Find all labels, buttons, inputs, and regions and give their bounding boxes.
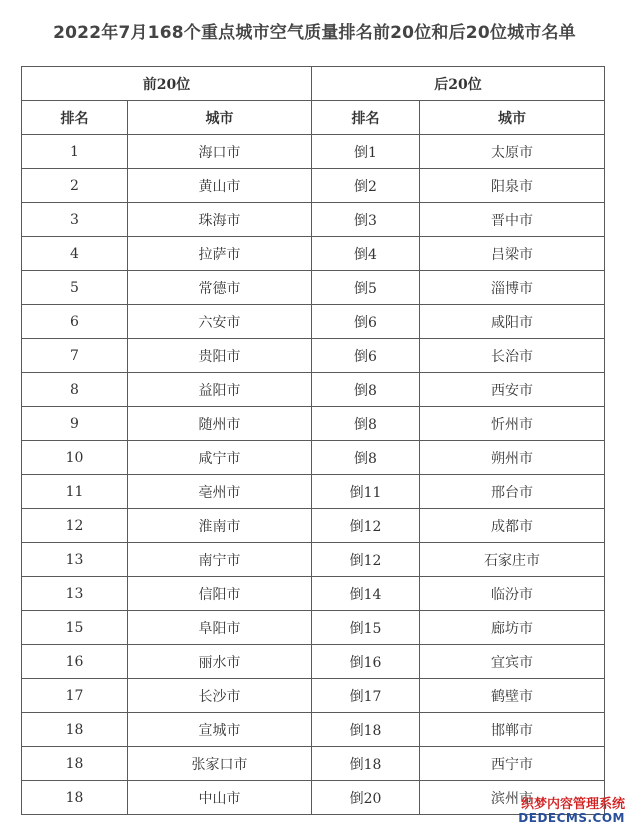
bottom-city-cell: 长治市	[420, 339, 605, 373]
bottom-city-cell: 忻州市	[420, 407, 605, 441]
bottom-city-cell: 朔州市	[420, 441, 605, 475]
top-rank-cell: 7	[22, 339, 128, 373]
table-row	[22, 509, 605, 543]
bottom-city-cell: 滨州市	[420, 781, 605, 815]
top-city-cell: 咸宁市	[128, 441, 312, 475]
bottom-rank-cell: 倒11	[312, 475, 420, 509]
bottom-rank-cell: 倒8	[312, 407, 420, 441]
top-rank-cell: 2	[22, 169, 128, 203]
bottom-city-cell: 西安市	[420, 373, 605, 407]
top-city-cell: 张家口市	[128, 747, 312, 781]
top-rank-cell: 18	[22, 747, 128, 781]
table-row	[22, 407, 605, 441]
top-city-cell: 亳州市	[128, 475, 312, 509]
table-row	[22, 577, 605, 611]
table-row	[22, 271, 605, 305]
bottom-city-cell: 临汾市	[420, 577, 605, 611]
top-rank-cell: 4	[22, 237, 128, 271]
top-rank-cell: 13	[22, 543, 128, 577]
ranking-table-body	[22, 135, 605, 815]
bottom-rank-cell: 倒8	[312, 441, 420, 475]
top-rank-cell: 18	[22, 713, 128, 747]
top-rank-cell: 10	[22, 441, 128, 475]
bottom-city-cell: 吕梁市	[420, 237, 605, 271]
top-city-cell: 宣城市	[128, 713, 312, 747]
top-rank-cell: 1	[22, 135, 128, 169]
table-row	[22, 475, 605, 509]
top-rank-cell: 8	[22, 373, 128, 407]
bottom-city-cell: 宜宾市	[420, 645, 605, 679]
bottom-rank-cell: 倒5	[312, 271, 420, 305]
page-title: 2022年7月168个重点城市空气质量排名前20位和后20位城市名单	[53, 23, 576, 43]
watermark-line1: 织梦内容管理系统	[520, 796, 625, 812]
top-city-cell: 长沙市	[128, 679, 312, 713]
table-row	[22, 747, 605, 781]
table-row	[22, 781, 605, 815]
column-header-top-city: 城市	[128, 101, 312, 135]
top-rank-cell: 17	[22, 679, 128, 713]
top-rank-cell: 13	[22, 577, 128, 611]
bottom-rank-cell: 倒17	[312, 679, 420, 713]
bottom-rank-cell: 倒15	[312, 611, 420, 645]
ranking-table	[21, 66, 605, 815]
group-header-row	[22, 67, 605, 101]
bottom-rank-cell: 倒4	[312, 237, 420, 271]
bottom-city-cell: 成都市	[420, 509, 605, 543]
top-city-cell: 贵阳市	[128, 339, 312, 373]
bottom-city-cell: 晋中市	[420, 203, 605, 237]
bottom-rank-cell: 倒6	[312, 305, 420, 339]
table-row	[22, 169, 605, 203]
bottom-rank-cell: 倒3	[312, 203, 420, 237]
bottom-rank-cell: 倒18	[312, 713, 420, 747]
table-row	[22, 203, 605, 237]
table-row	[22, 679, 605, 713]
top-rank-cell: 15	[22, 611, 128, 645]
top-city-cell: 淮南市	[128, 509, 312, 543]
top-rank-cell: 5	[22, 271, 128, 305]
group-header-top20: 前20位	[22, 67, 312, 101]
column-header-row	[22, 101, 605, 135]
top-city-cell: 阜阳市	[128, 611, 312, 645]
table-row	[22, 441, 605, 475]
top-rank-cell: 6	[22, 305, 128, 339]
top-rank-cell: 18	[22, 781, 128, 815]
bottom-rank-cell: 倒12	[312, 509, 420, 543]
column-header-bottom-rank: 排名	[312, 101, 420, 135]
top-city-cell: 六安市	[128, 305, 312, 339]
watermark-logo	[518, 798, 625, 825]
top-city-cell: 丽水市	[128, 645, 312, 679]
table-row	[22, 543, 605, 577]
column-header-top-rank: 排名	[22, 101, 128, 135]
group-header-bottom20: 后20位	[312, 67, 605, 101]
bottom-city-cell: 太原市	[420, 135, 605, 169]
bottom-city-cell: 西宁市	[420, 747, 605, 781]
table-row	[22, 645, 605, 679]
bottom-city-cell: 阳泉市	[420, 169, 605, 203]
bottom-city-cell: 咸阳市	[420, 305, 605, 339]
table-row	[22, 237, 605, 271]
bottom-rank-cell: 倒16	[312, 645, 420, 679]
top-city-cell: 珠海市	[128, 203, 312, 237]
bottom-rank-cell: 倒12	[312, 543, 420, 577]
top-city-cell: 拉萨市	[128, 237, 312, 271]
bottom-city-cell: 石家庄市	[420, 543, 605, 577]
top-city-cell: 黄山市	[128, 169, 312, 203]
bottom-city-cell: 邯郸市	[420, 713, 605, 747]
bottom-city-cell: 廊坊市	[420, 611, 605, 645]
bottom-city-cell: 邢台市	[420, 475, 605, 509]
top-rank-cell: 12	[22, 509, 128, 543]
bottom-rank-cell: 倒6	[312, 339, 420, 373]
top-city-cell: 随州市	[128, 407, 312, 441]
top-city-cell: 常德市	[128, 271, 312, 305]
top-city-cell: 南宁市	[128, 543, 312, 577]
top-city-cell: 益阳市	[128, 373, 312, 407]
bottom-rank-cell: 倒14	[312, 577, 420, 611]
table-row	[22, 305, 605, 339]
top-city-cell: 信阳市	[128, 577, 312, 611]
top-city-cell: 海口市	[128, 135, 312, 169]
watermark-line2: DEDECMS.COM	[518, 810, 625, 825]
table-row	[22, 611, 605, 645]
bottom-rank-cell: 倒1	[312, 135, 420, 169]
table-row	[22, 339, 605, 373]
bottom-city-cell: 淄博市	[420, 271, 605, 305]
top-city-cell: 中山市	[128, 781, 312, 815]
bottom-rank-cell: 倒2	[312, 169, 420, 203]
bottom-rank-cell: 倒18	[312, 747, 420, 781]
table-row	[22, 713, 605, 747]
top-rank-cell: 9	[22, 407, 128, 441]
bottom-city-cell: 鹤壁市	[420, 679, 605, 713]
top-rank-cell: 16	[22, 645, 128, 679]
bottom-rank-cell: 倒8	[312, 373, 420, 407]
table-row	[22, 373, 605, 407]
column-header-bottom-city: 城市	[420, 101, 605, 135]
top-rank-cell: 3	[22, 203, 128, 237]
top-rank-cell: 11	[22, 475, 128, 509]
bottom-rank-cell: 倒20	[312, 781, 420, 815]
table-row	[22, 135, 605, 169]
